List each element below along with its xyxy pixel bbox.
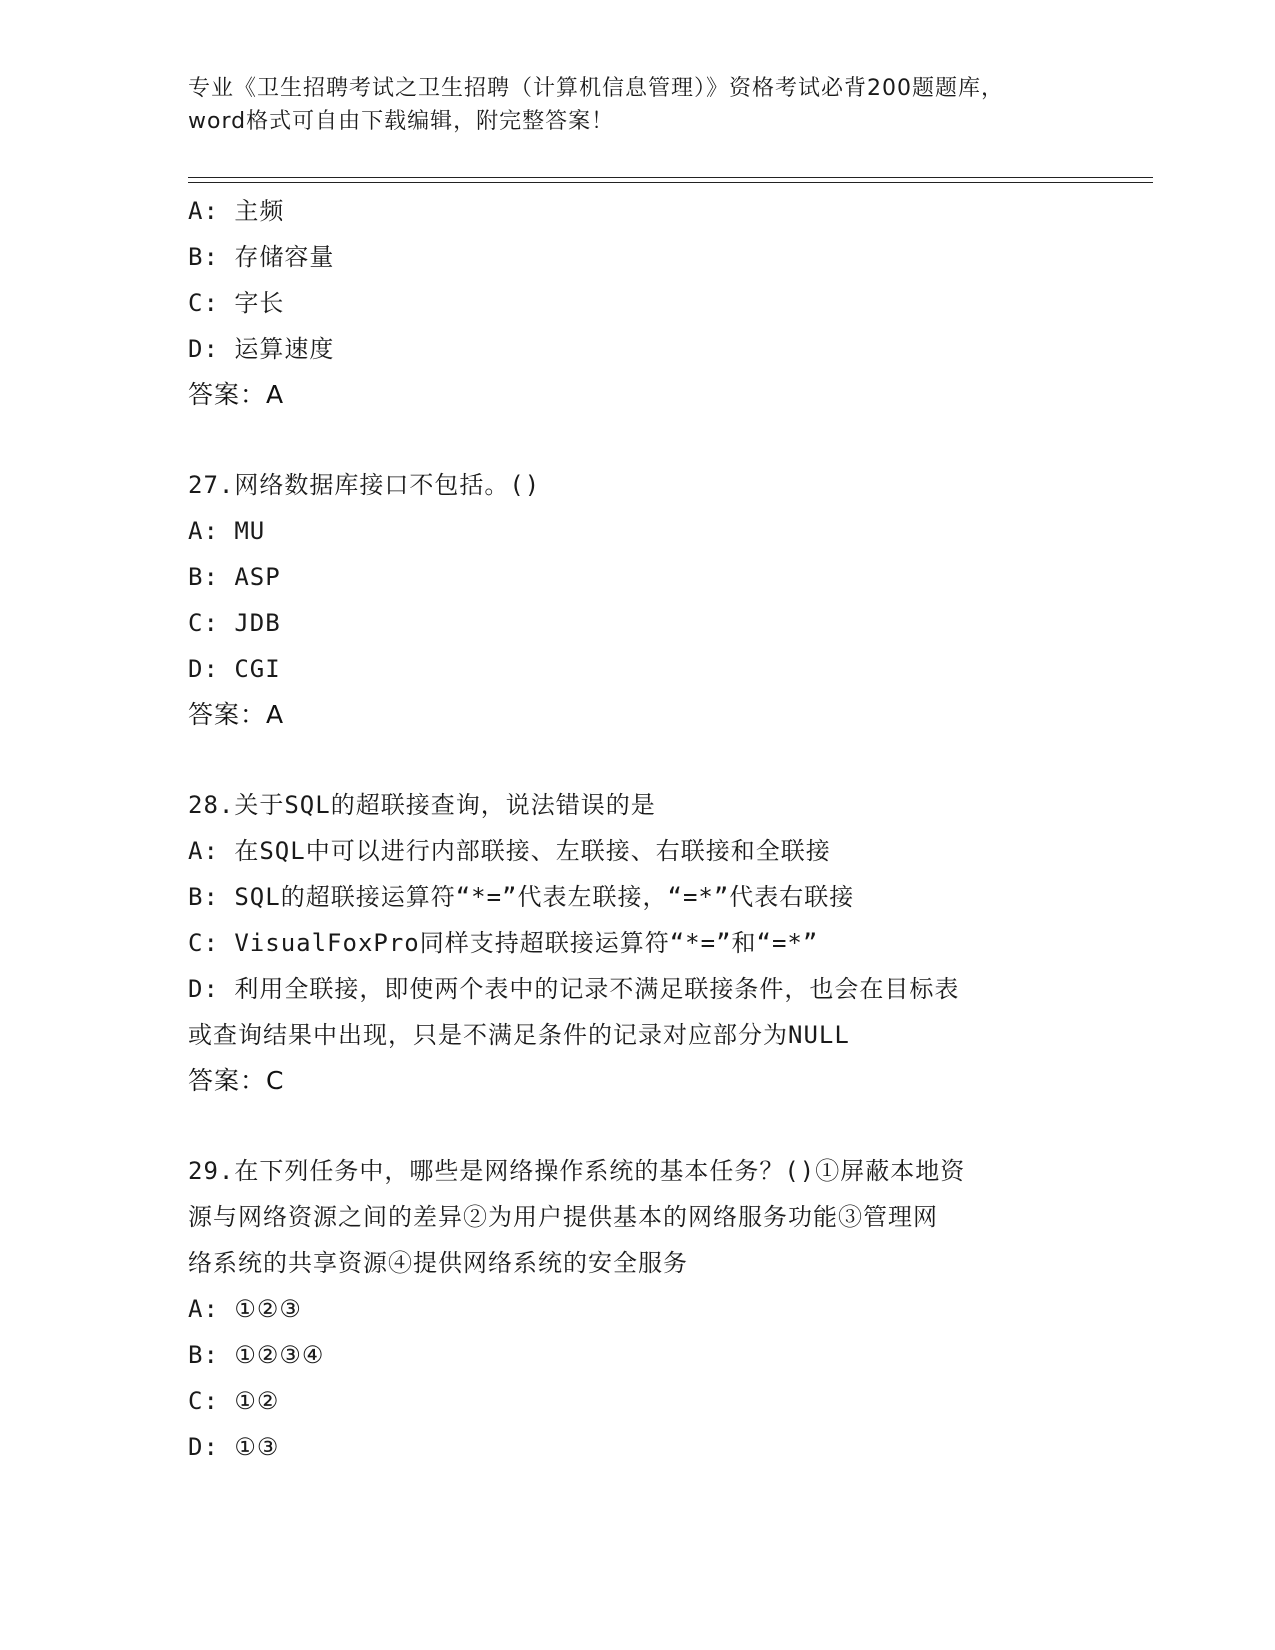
question-stem: 27.网络数据库接口不包括。(): [188, 471, 541, 499]
option-c: C: VisualFoxPro同样支持超联接运算符“*=”和“=*”: [188, 929, 819, 957]
header-divider-top: [188, 177, 1153, 178]
option-a: A: ①②③: [188, 1295, 302, 1323]
question-29: [188, 1148, 1088, 1470]
question-list: [188, 188, 1088, 1514]
option-d: D: 运算速度: [188, 335, 335, 363]
answer-line: 答案：A: [188, 380, 285, 409]
option-b: B: 存储容量: [188, 243, 335, 271]
option-c: C: ①②: [188, 1387, 280, 1415]
option-a: A: 在SQL中可以进行内部联接、左联接、右联接和全联接: [188, 837, 831, 865]
answer-line: 答案：A: [188, 700, 285, 729]
option-d: D: ①③: [188, 1433, 280, 1461]
option-a: A: MU: [188, 517, 266, 545]
option-b: B: SQL的超联接运算符“*=”代表左联接，“=*”代表右联接: [188, 883, 855, 911]
header-title-line-2: word格式可自由下载编辑，附完整答案！: [188, 109, 615, 134]
option-d-continued: 或查询结果中出现，只是不满足条件的记录对应部分为NULL: [188, 1021, 850, 1049]
question-27: [188, 462, 1088, 738]
question-28: [188, 782, 1088, 1104]
option-d: D: 利用全联接，即使两个表中的记录不满足联接条件，也会在目标表: [188, 975, 960, 1003]
option-b: B: ①②③④: [188, 1341, 325, 1369]
question-stem-continued: 络系统的共享资源④提供网络系统的安全服务: [188, 1249, 688, 1277]
option-c: C: 字长: [188, 289, 285, 317]
option-b: B: ASP: [188, 563, 281, 591]
header-title-line-1: 专业《卫生招聘考试之卫生招聘（计算机信息管理）》资格考试必背200题题库，: [188, 76, 1004, 101]
question-stem: 29.在下列任务中，哪些是网络操作系统的基本任务？()①屏蔽本地资: [188, 1157, 966, 1185]
question-stem: 28.关于SQL的超联接查询，说法错误的是: [188, 791, 656, 819]
question-stem-continued: 源与网络资源之间的差异②为用户提供基本的网络服务功能③管理网: [188, 1203, 938, 1231]
answer-line: 答案：C: [188, 1066, 285, 1095]
document-header: [188, 72, 1088, 138]
option-d: D: CGI: [188, 655, 281, 683]
option-c: C: JDB: [188, 609, 281, 637]
question-26: [188, 188, 1088, 418]
header-divider-bottom: [188, 182, 1153, 183]
option-a: A: 主频: [188, 197, 285, 225]
